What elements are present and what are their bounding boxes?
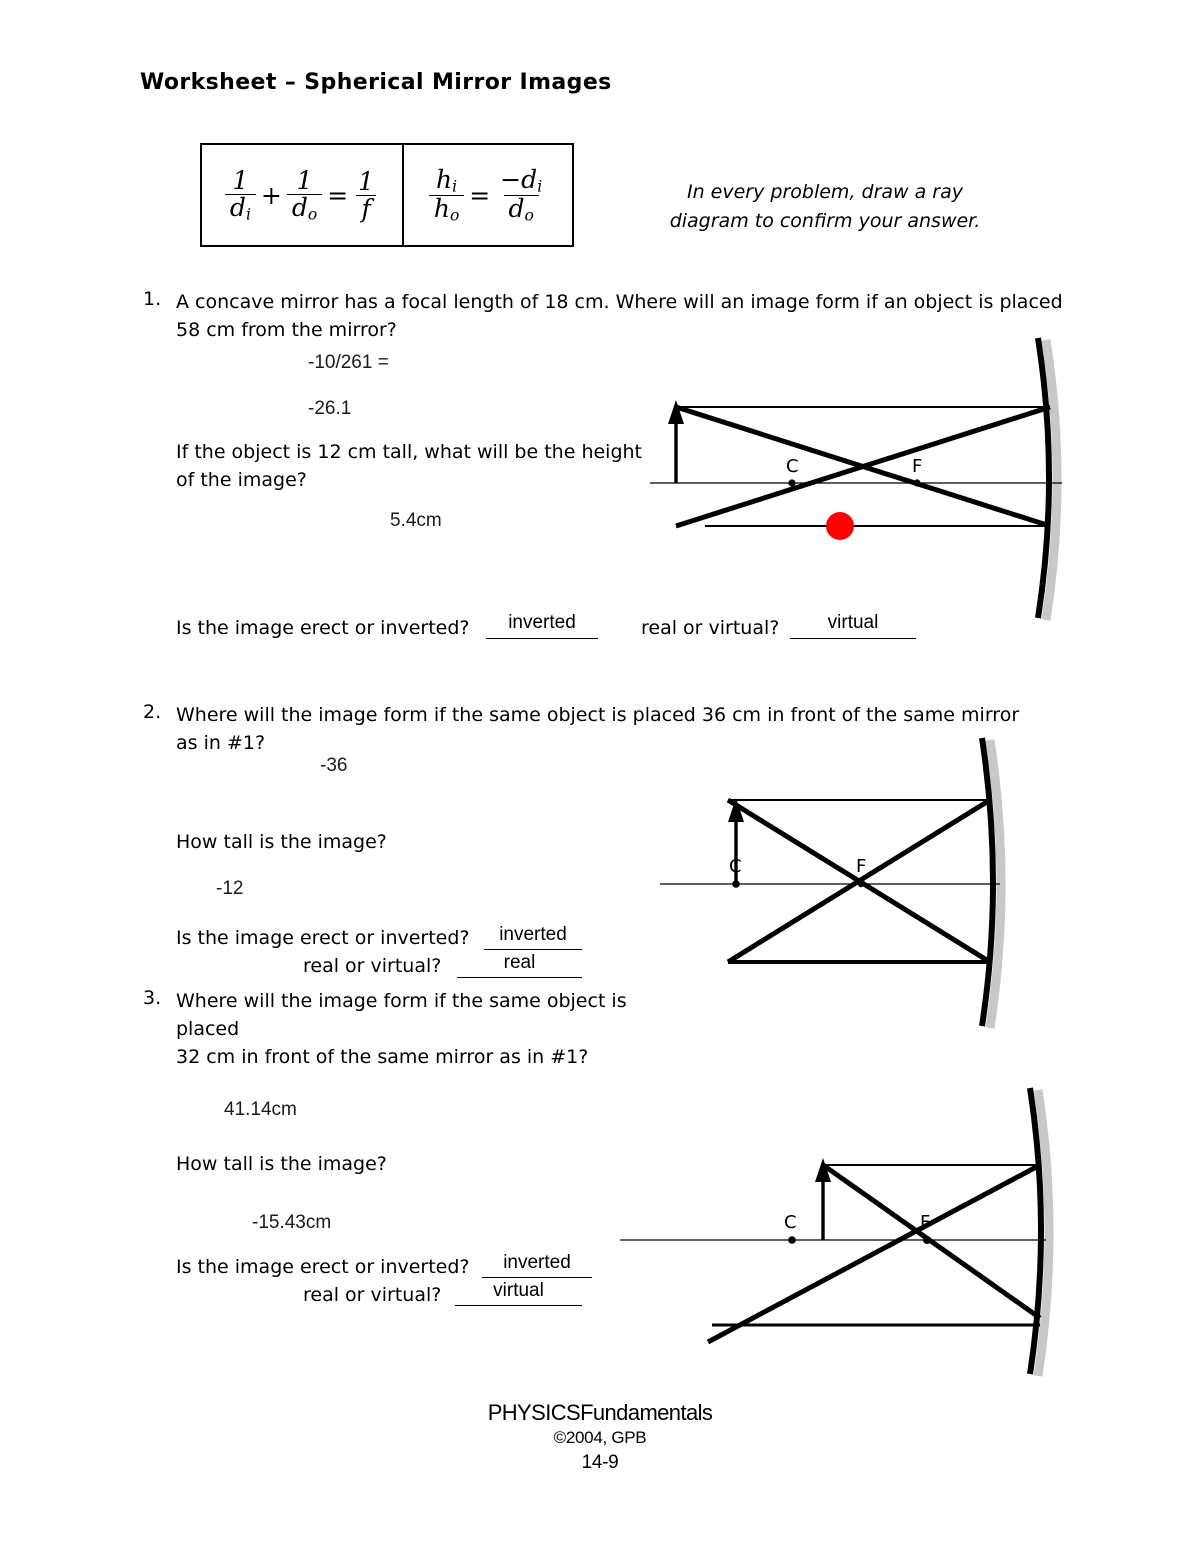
ray-through-focus — [823, 1165, 1040, 1318]
footer-page-number: 14-9 — [581, 1452, 619, 1474]
problem-1-answer-erect: inverted — [508, 612, 576, 633]
footer-copyright: ©2004, GPB — [553, 1428, 647, 1448]
problem-2-blank-real[interactable] — [457, 977, 582, 978]
ray-diagram-problem-1 — [650, 330, 1070, 630]
problem-1-answer-real: virtual — [827, 612, 879, 633]
problem-3-blank-real[interactable] — [455, 1305, 582, 1306]
problem-1-number: 1. — [143, 288, 162, 310]
equals-operator: = — [327, 180, 349, 210]
denominator — [287, 194, 322, 223]
problem-1-followup-line-2: of the image? — [176, 469, 307, 492]
num-symbol: h — [436, 164, 453, 194]
problem-1-blank-real[interactable] — [790, 638, 916, 639]
plus-operator: + — [260, 180, 282, 210]
label-f: F — [912, 456, 923, 477]
problem-2-answer-real: real — [503, 952, 536, 973]
problem-1-line-2: 58 cm from the mirror? — [176, 319, 397, 342]
numerator: 1 — [296, 165, 313, 195]
image-point-marker — [826, 512, 854, 540]
problem-1-prompt-real: real or virtual? — [641, 617, 780, 639]
numerator: 1 — [232, 165, 249, 195]
numerator — [495, 164, 547, 196]
problem-2-blank-erect[interactable] — [484, 949, 582, 950]
page-footer — [0, 1398, 1200, 1476]
den-symbol: d — [291, 192, 308, 222]
problem-1-line-1: A concave mirror has a focal length of 18 cm. Where will an image form if an object is placed — [176, 291, 1063, 313]
problem-2-number: 2. — [143, 701, 162, 723]
problem-3-followup-line-1: How tall is the image? — [176, 1153, 387, 1175]
problem-3-work-line-1: 41.14cm — [224, 1099, 297, 1120]
problem-1-work-line-2: -26.1 — [308, 398, 352, 419]
numerator: 1 — [358, 166, 375, 196]
fraction-one-over-di — [225, 165, 256, 224]
den-symbol: d — [508, 193, 525, 223]
problem-1-height-answer: 5.4cm — [390, 510, 442, 531]
denominator — [429, 195, 464, 224]
fraction-negdi-over-do — [495, 164, 547, 224]
reflected-ray-through-focus — [708, 1165, 1040, 1342]
fraction-one-over-f — [353, 166, 379, 223]
problem-2-followup-line-1: How tall is the image? — [176, 831, 387, 853]
problem-2-work-line-1: -36 — [320, 755, 348, 776]
problem-2-answer-erect: inverted — [499, 924, 567, 945]
problem-3-line-2: 32 cm in front of the same mirror as in #1? — [176, 1046, 589, 1069]
problem-3-line-1: Where will the image form if the same object is placed — [176, 990, 627, 1041]
center-of-curvature-dot — [788, 479, 795, 486]
mirror-equation-cell — [202, 145, 404, 245]
center-of-curvature-dot — [788, 1236, 796, 1244]
problem-2-height-answer: -12 — [216, 878, 244, 899]
note-line-2: diagram to confirm your answer. — [669, 210, 981, 233]
label-f: F — [856, 856, 867, 877]
problem-1-prompt-erect: Is the image erect or inverted? — [176, 617, 470, 639]
label-c: C — [729, 856, 742, 877]
formula-box — [200, 143, 574, 247]
center-of-curvature-dot — [732, 880, 740, 888]
numerator — [431, 164, 462, 196]
problem-1-work-line-1: -10/261 = — [308, 352, 389, 373]
problem-3-answer-real: virtual — [493, 1280, 544, 1301]
ray-diagram-note — [640, 178, 1010, 237]
label-f: F — [920, 1212, 931, 1233]
label-c: C — [786, 456, 799, 477]
object-arrow-head — [668, 400, 684, 424]
problem-3-answer-erect: inverted — [503, 1252, 571, 1273]
focal-point-dot — [923, 1236, 931, 1244]
num-symbol: −d — [500, 164, 538, 194]
den-subscript: o — [449, 205, 460, 224]
footer-brand: PHYSICSFundamentals — [487, 1400, 713, 1425]
problem-3-prompt-erect: Is the image erect or inverted? — [176, 1256, 470, 1278]
problem-1-followup-line-1: If the object is 12 cm tall, what will be the height — [176, 441, 643, 463]
problem-2-line-1: Where will the image form if the same object is placed 36 cm in front of the same mirror — [176, 704, 1020, 726]
problem-3-number: 3. — [143, 987, 162, 1009]
problem-2-followup — [176, 828, 596, 856]
focal-point-dot — [858, 881, 864, 887]
den-subscript: i — [245, 205, 251, 224]
ray-diagram-problem-3 — [620, 1080, 1060, 1390]
ray-diagram-problem-2 — [650, 740, 1030, 1040]
denominator — [504, 195, 539, 224]
problem-1-followup — [176, 438, 676, 494]
problem-3-blank-erect[interactable] — [482, 1277, 592, 1278]
num-subscript: i — [452, 177, 458, 196]
den-symbol: h — [433, 193, 450, 223]
denominator: f — [356, 195, 375, 222]
num-subscript: i — [537, 177, 543, 196]
den-subscript: o — [524, 205, 534, 224]
den-subscript: o — [307, 205, 318, 224]
problem-3-followup — [176, 1150, 596, 1178]
page-title: Worksheet – Spherical Mirror Images — [140, 70, 612, 95]
magnification-equation-cell — [404, 145, 572, 245]
denominator — [225, 194, 256, 223]
note-line-1: In every problem, draw a ray — [687, 181, 963, 203]
equals-operator: = — [469, 180, 491, 210]
problem-1-blank-erect[interactable] — [486, 638, 598, 639]
problem-3-height-answer: -15.43cm — [252, 1212, 332, 1233]
fraction-hi-over-ho — [429, 164, 464, 224]
problem-2-line-2: as in #1? — [176, 732, 266, 755]
problem-3-prompt-real: real or virtual? — [303, 1284, 442, 1306]
focal-point-dot — [913, 479, 920, 486]
den-symbol: d — [229, 192, 246, 222]
problem-2-prompt-erect: Is the image erect or inverted? — [176, 927, 470, 949]
fraction-one-over-do — [287, 165, 322, 224]
problem-2-prompt-real: real or virtual? — [303, 955, 442, 977]
problem-3-text — [176, 987, 646, 1071]
label-c: C — [784, 1212, 797, 1233]
